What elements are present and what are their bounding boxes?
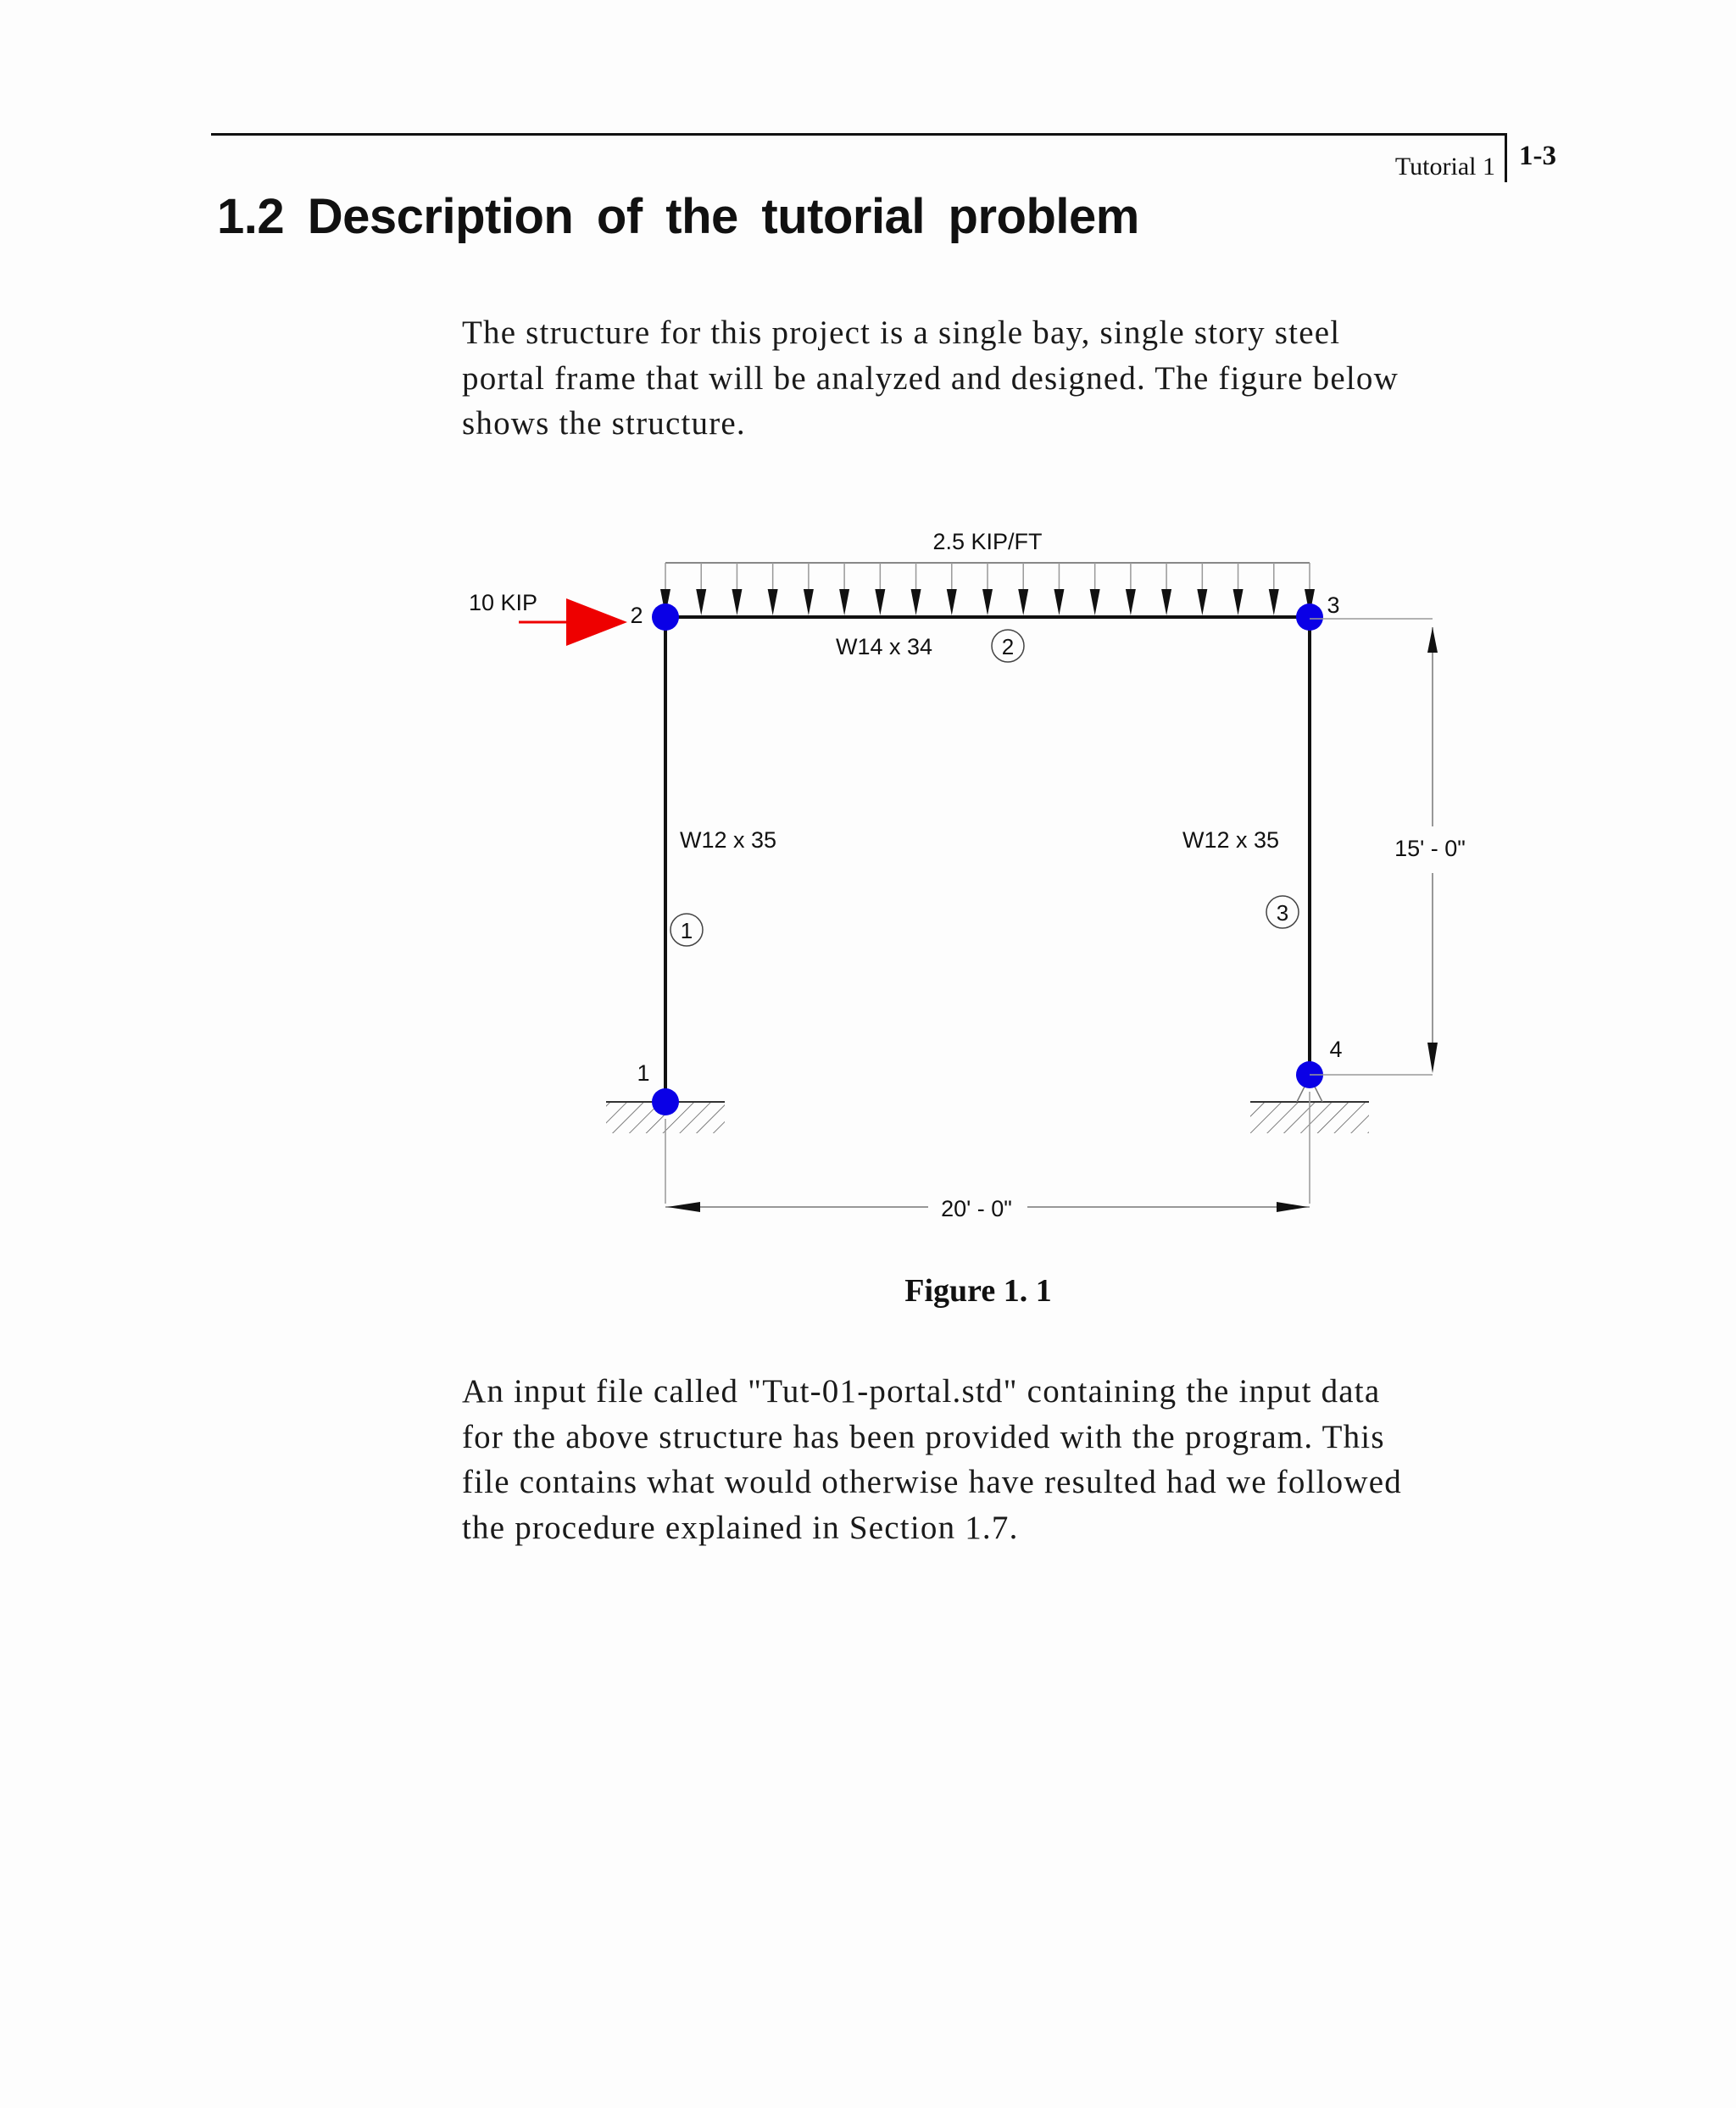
load-arrow-head-icon [804, 589, 814, 615]
point-load-arrow-icon [566, 598, 627, 646]
intro-line: portal frame that will be analyzed and designed. The figure below [462, 359, 1399, 397]
load-arrow-head-icon [1161, 589, 1171, 615]
node-label: 1 [637, 1060, 650, 1086]
load-arrow-head-icon [732, 589, 742, 615]
node-2-marker [652, 603, 679, 631]
load-arrow-head-icon [768, 589, 778, 615]
height-arrow-down-icon [1427, 1043, 1438, 1073]
closing-line: An input file called "Tut-01-portal.std" containing the input data [462, 1373, 1381, 1410]
load-arrow-head-icon [875, 589, 885, 615]
load-arrow-head-icon [911, 589, 921, 615]
member-label: 2 [1001, 634, 1015, 659]
left-column-section-label: W12 x 35 [679, 827, 777, 853]
load-arrow-head-icon [1269, 589, 1279, 615]
load-arrow-head-icon [1126, 589, 1136, 615]
intro-line: shows the structure. [462, 405, 746, 442]
closing-line: file contains what would otherwise have resulted had we followed [462, 1464, 1402, 1500]
intro-paragraph [462, 310, 1530, 447]
page-number: 1-3 [1519, 141, 1556, 171]
load-arrow-head-icon [1090, 589, 1100, 615]
right-column-section-label: W12 x 35 [1182, 827, 1280, 853]
running-title: Tutorial 1 [1394, 153, 1495, 181]
header-rule-divider [1505, 133, 1507, 182]
intro-line: The structure for this project is a single bay, single story steel [462, 314, 1341, 351]
load-arrow-head-icon [839, 589, 849, 615]
member-label: 3 [1276, 900, 1289, 926]
node-3-marker [1296, 603, 1323, 631]
portal-frame-figure [424, 500, 1526, 1246]
distributed-load-arrows [660, 563, 1315, 615]
point-load-label: 10 KIP [469, 590, 538, 615]
distributed-load-label: 2.5 KIP/FT [932, 529, 1043, 554]
height-arrow-up-icon [1427, 627, 1438, 653]
figure-caption: Figure 1. 1 [904, 1273, 1052, 1309]
height-dimension-label: 15' - 0" [1394, 836, 1466, 861]
header-rule [211, 133, 1506, 136]
span-arrow-left-icon [667, 1202, 700, 1212]
closing-line: for the above structure has been provided with the program. This [462, 1418, 1385, 1455]
load-arrow-head-icon [1197, 589, 1207, 615]
load-arrow-head-icon [1018, 589, 1028, 615]
member-label: 1 [680, 918, 693, 943]
load-arrow-head-icon [696, 589, 706, 615]
span-dimension-label: 20' - 0" [941, 1196, 1012, 1221]
closing-paragraph [462, 1369, 1530, 1550]
span-arrow-right-icon [1277, 1202, 1308, 1212]
load-arrow-head-icon [1054, 589, 1064, 615]
section-heading: 1.2 Description of the tutorial problem [217, 189, 1139, 244]
closing-line: the procedure explained in Section 1.7. [462, 1509, 1019, 1546]
beam-section-label: W14 x 34 [835, 634, 933, 659]
load-arrow-head-icon [982, 589, 993, 615]
node-label: 3 [1327, 592, 1340, 618]
load-arrow-head-icon [1233, 589, 1244, 615]
node-1-marker [652, 1088, 679, 1115]
node-label: 4 [1329, 1037, 1343, 1062]
portal-frame-diagram [424, 500, 1526, 1246]
node-label: 2 [630, 603, 643, 628]
load-arrow-head-icon [947, 589, 957, 615]
